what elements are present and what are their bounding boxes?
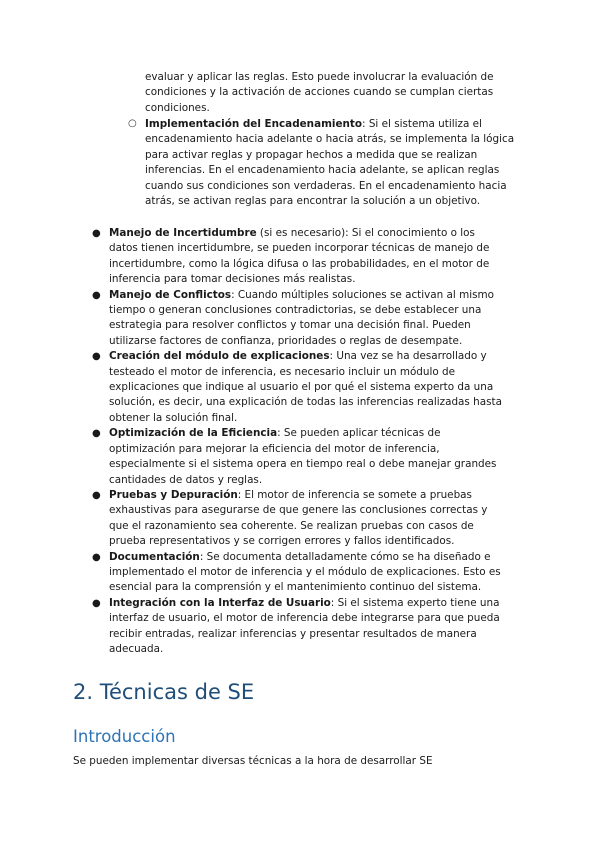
list-item-title: Creación del módulo de explicaciones (109, 350, 330, 363)
list-item-title: Optimización de la Eficiencia (109, 427, 278, 440)
list-item (92, 596, 504, 658)
list-item (92, 288, 504, 350)
bullet-icon: ● (92, 489, 101, 501)
sub-item-text: : Si el sistema utiliza el encadenamiento hacia adelante o hacia atrás, se implementa la lógica para activar reglas y propagar hechos a medida que se realizan inferencias. En el encadenamiento hacia adelante, se aplican reglas cuando sus condiciones son verdaderas. En el encadenamiento hacia atrás, se activan reglas para encontrar la solución a un objetivo. (145, 118, 515, 208)
bullet-icon: ● (92, 228, 101, 239)
bullet-icon: ● (92, 551, 101, 563)
list-item-text: : Si el sistema experto tiene una interfaz de usuario, el motor de inferencia debe integrarse para que pueda recibir entradas, realizar inferencias y presentar resultados de manera adecuada. (109, 596, 500, 655)
list-item (92, 349, 504, 426)
sub-item-title: Implementación del Encadenamiento (145, 118, 363, 130)
list-item (92, 488, 504, 550)
list-item-text: : Se documenta detalladamente cómo se ha diseñado e implementado el motor de inferencia y el módulo de explicaciones. Esto es esencial para la comprensión y el mantenimiento continuo del sistema. (109, 550, 501, 594)
subsection-heading: Introducción (73, 727, 176, 746)
continuation-paragraph: evaluar y aplicar las reglas. Esto puede involucrar la evaluación de condiciones y la activación de acciones cuando se cumplan ciertas condiciones. (145, 71, 494, 114)
list-item (92, 550, 504, 596)
list-item (92, 426, 504, 488)
main-bullet-list (92, 226, 504, 657)
bullet-icon: ● (92, 351, 101, 363)
list-item-title: Manejo de Incertidumbre (109, 227, 257, 239)
list-item-title: Pruebas y Depuración (109, 488, 238, 501)
section-heading: 2. Técnicas de SE (73, 680, 255, 704)
list-item (92, 226, 504, 288)
sub-list-item-encadenamiento (145, 117, 515, 209)
list-item-text: : El motor de inferencia se somete a pruebas exhaustivas para asegurarse de que genere las conclusiones correctas y que el razonamiento sea coherente. Se realizan pruebas con casos de prueba representativos y se corrigen errores y fallos identificados. (109, 488, 488, 548)
intro-paragraph: Se pueden implementar diversas técnicas a la hora de desarrollar SE (73, 755, 433, 767)
list-item-text: : Cuando múltiples soluciones se activan al mismo tiempo o generan conclusiones contradictorias, se debe establecer una estrategia para resolver conflictos y tomar una decisión final. Pueden utilizarse factores de confianza, prioridades o reglas de desempate. (109, 288, 495, 347)
bullet-icon: ● (92, 289, 101, 301)
list-item-text: (si es necesario): Si el conocimiento o los datos tienen incertidumbre, se pueden incorporar técnicas de manejo de incertidumbre, como la lógica difusa o las probabilidades, en el motor de inferencia para tomar decisiones más realistas. (109, 227, 490, 286)
bullet-icon: ● (92, 428, 101, 440)
bullet-icon: ● (92, 597, 101, 609)
list-item-text: : Se pueden aplicar técnicas de optimización para mejorar la eficiencia del motor de inferencia, especialmente si el sistema opera en tiempo real o debe manejar grandes cantidades de datos y reglas. (109, 427, 497, 486)
list-item-title: Manejo de Conflictos (109, 288, 232, 301)
hollow-circle-bullet-icon: ○ (128, 118, 137, 129)
list-item-title: Integración con la Interfaz de Usuario (109, 596, 331, 609)
list-item-text: : Una vez se ha desarrollado y testeado el motor de inferencia, es necesario incluir un módulo de explicaciones que indique al usuario el por qué el sistema experto da una solución, es decir, una explicación de todas las inferencias realizadas hasta obtener la solución final. (109, 350, 502, 424)
list-item-title: Documentación (109, 550, 200, 563)
